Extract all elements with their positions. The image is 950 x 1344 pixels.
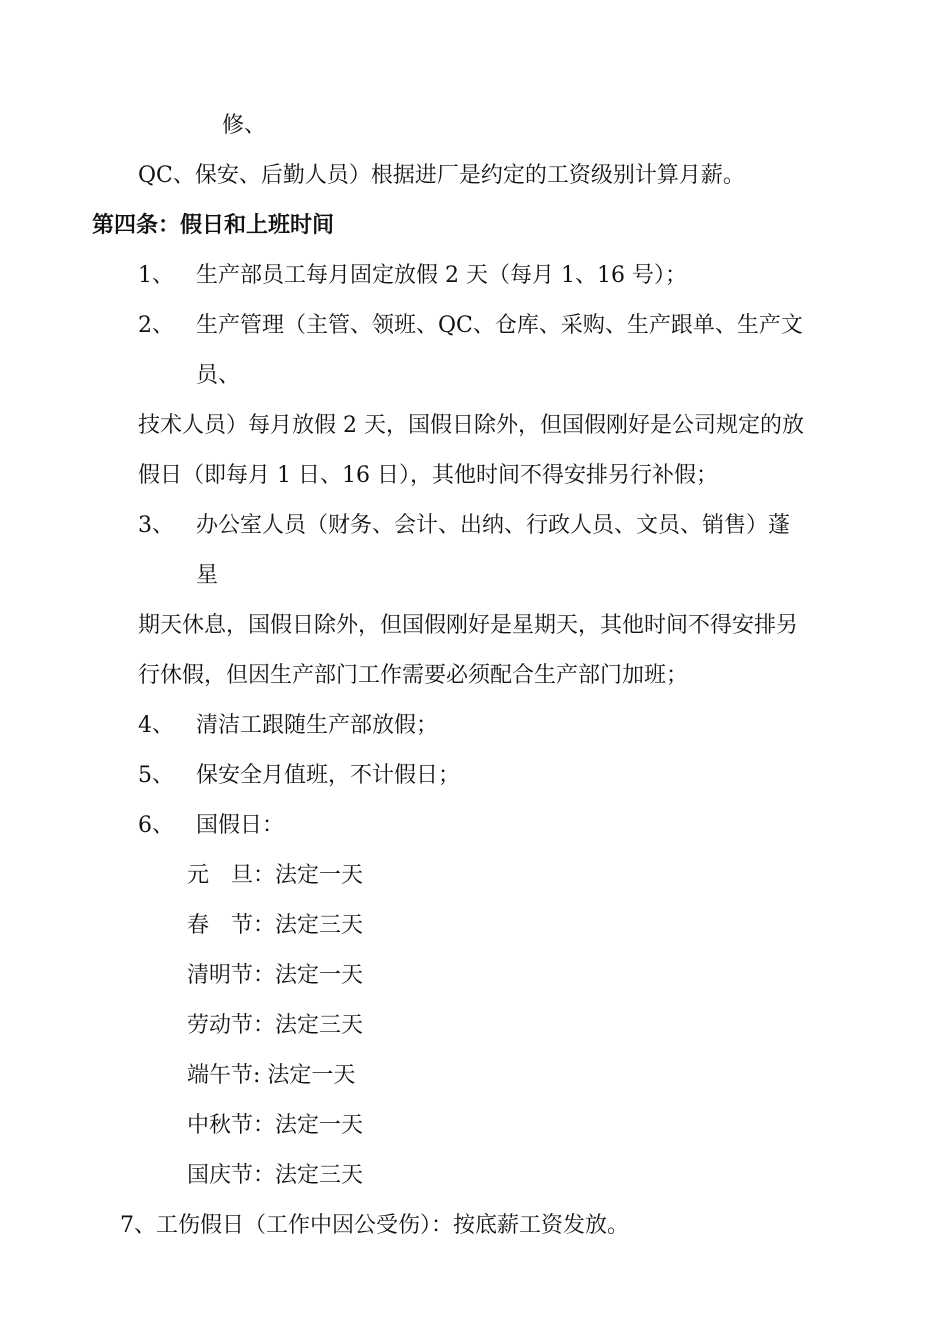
- list-number: 6、: [138, 813, 174, 838]
- list-number: 3、: [138, 513, 174, 538]
- list-number: 2、: [138, 313, 174, 338]
- list-number: 4、: [138, 713, 174, 738]
- list-item-text: 清洁工跟随生产部放假；: [196, 713, 439, 738]
- holiday-item: 端午节: 法定一天: [187, 1063, 356, 1088]
- list-item-text: 保安全月值班，不计假日；: [196, 763, 461, 788]
- holiday-item: 中秋节：法定一天: [187, 1113, 364, 1138]
- text-line: 技术人员）每月放假 2 天，国假日除外，但国假刚好是公司规定的放: [138, 413, 804, 438]
- text-line: 7、工伤假日（工作中因公受伤）：按底薪工资发放。: [120, 1213, 629, 1238]
- text-line: 修、: [222, 113, 267, 138]
- list-number: 5、: [138, 763, 174, 788]
- holiday-item: 春 节：法定三天: [187, 913, 364, 938]
- text-line: 期天休息，国假日除外，但国假刚好是星期天，其他时间不得安排另: [138, 613, 799, 638]
- section-heading: 第四条：假日和上班时间: [92, 213, 335, 238]
- list-item-wrap: 星: [196, 563, 219, 588]
- list-item-text: 生产管理（主管、领班、QC、仓库、采购、生产跟单、生产文: [196, 313, 803, 338]
- list-item-text: 生产部员工每月固定放假 2 天（每月 1、16 号）；: [196, 263, 687, 288]
- holiday-item: 元 旦：法定一天: [187, 863, 364, 888]
- text-line: QC、保安、后勤人员）根据进厂是约定的工资级别计算月薪。: [138, 163, 745, 188]
- list-item-text: 办公室人员（财务、会计、出纳、行政人员、文员、销售）蓬: [196, 513, 791, 538]
- text-line: 行休假，但因生产部门工作需要必须配合生产部门加班；: [138, 663, 689, 688]
- list-item-wrap: 员、: [196, 363, 241, 388]
- holiday-item: 劳动节：法定三天: [187, 1013, 364, 1038]
- holiday-item: 国庆节：法定三天: [187, 1163, 364, 1188]
- holiday-item: 清明节：法定一天: [187, 963, 364, 988]
- text-line: 假日（即每月 1 日、16 日），其他时间不得安排另行补假；: [138, 463, 718, 488]
- list-item-text: 国假日：: [196, 813, 285, 838]
- list-number: 1、: [138, 263, 174, 288]
